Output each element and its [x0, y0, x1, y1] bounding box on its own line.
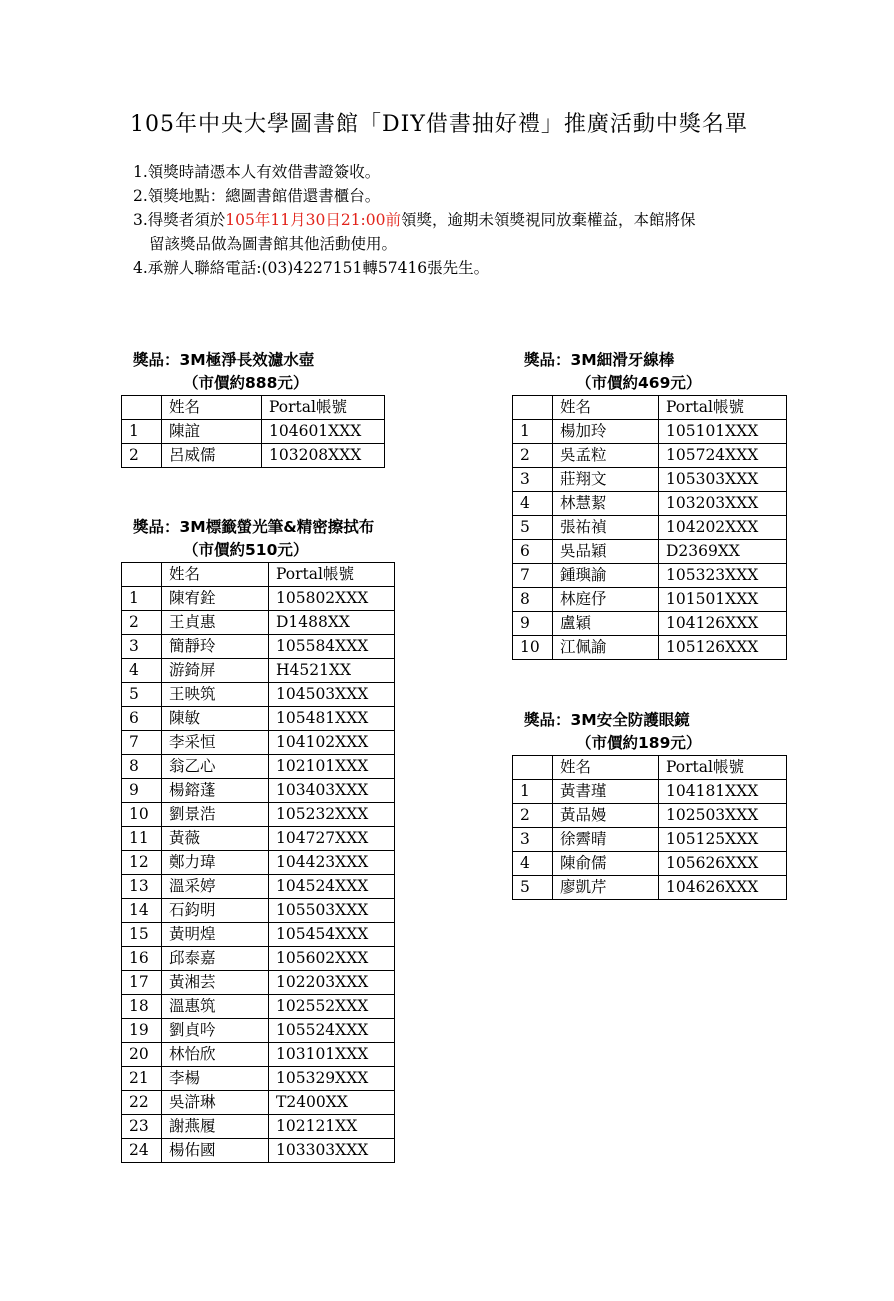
winner-name-cell: 謝燕履: [162, 1115, 269, 1139]
portal-account-cell: 104601XXX: [262, 420, 385, 444]
portal-account-cell: 105503XXX: [269, 899, 395, 923]
row-number-cell: 8: [122, 755, 162, 779]
portal-account-cell: 105626XXX: [659, 852, 787, 876]
winner-name-cell: 石鈞明: [162, 899, 269, 923]
row-number-cell: 4: [513, 852, 553, 876]
winner-name-cell: 簡靜玲: [162, 635, 269, 659]
row-number-cell: 8: [513, 588, 553, 612]
header-number-cell: [122, 396, 162, 420]
portal-account-cell: 102203XXX: [269, 971, 395, 995]
row-number-cell: 1: [513, 780, 553, 804]
winner-name-cell: 黃品嫚: [553, 804, 659, 828]
table-row: [513, 852, 787, 876]
winner-table: [121, 395, 385, 468]
prize-heading: [121, 349, 385, 395]
table-row: [122, 1091, 395, 1115]
note-3-text-start: 3.得獎者須於: [133, 211, 226, 229]
winner-name-cell: 莊翔文: [553, 468, 659, 492]
winner-name-cell: 吳滸琳: [162, 1091, 269, 1115]
prize-price: （市價約510元）: [183, 541, 309, 559]
portal-account-cell: D2369XX: [659, 540, 787, 564]
portal-account-cell: 102121XX: [269, 1115, 395, 1139]
table-row: [513, 636, 787, 660]
header-account-cell: Portal帳號: [269, 563, 395, 587]
table-row: [513, 420, 787, 444]
table-row: [122, 827, 395, 851]
header-account-cell: Portal帳號: [659, 396, 787, 420]
header-name-cell: 姓名: [553, 396, 659, 420]
header-name-cell: 姓名: [162, 563, 269, 587]
prize-title: 獎品：3M細滑牙線棒: [524, 351, 675, 369]
winner-name-cell: 呂威儒: [162, 444, 262, 468]
winner-name-cell: 劉貞吟: [162, 1019, 269, 1043]
winner-name-cell: 黃薇: [162, 827, 269, 851]
prize-section-water-pitcher: [121, 349, 385, 468]
winner-name-cell: 林怡欣: [162, 1043, 269, 1067]
portal-account-cell: 103101XXX: [269, 1043, 395, 1067]
row-number-cell: 18: [122, 995, 162, 1019]
row-number-cell: 21: [122, 1067, 162, 1091]
row-number-cell: 7: [513, 564, 553, 588]
winner-name-cell: 溫采婷: [162, 875, 269, 899]
winner-name-cell: 陳誼: [162, 420, 262, 444]
winner-name-cell: 楊加玲: [553, 420, 659, 444]
winner-name-cell: 游錡屏: [162, 659, 269, 683]
row-number-cell: 9: [122, 779, 162, 803]
table-row: [513, 612, 787, 636]
row-number-cell: 5: [513, 516, 553, 540]
note-3-text-end: 領獎，逾期未領獎視同放棄權益，本館將保: [401, 211, 696, 229]
table-row: [122, 779, 395, 803]
prize-section-highlighter: [121, 516, 395, 1163]
row-number-cell: 6: [122, 707, 162, 731]
table-row: [513, 876, 787, 900]
table-row: [122, 1043, 395, 1067]
table-row: [122, 923, 395, 947]
prize-price: （市價約888元）: [183, 374, 309, 392]
winner-name-cell: 邱泰嘉: [162, 947, 269, 971]
prize-heading: [512, 709, 787, 755]
prize-price: （市價約469元）: [576, 374, 702, 392]
row-number-cell: 13: [122, 875, 162, 899]
portal-account-cell: 104181XXX: [659, 780, 787, 804]
portal-account-cell: 105802XXX: [269, 587, 395, 611]
winner-name-cell: 吳品穎: [553, 540, 659, 564]
table-row: [122, 1139, 395, 1163]
winner-name-cell: 李采恒: [162, 731, 269, 755]
table-row: [513, 444, 787, 468]
portal-account-cell: 103403XXX: [269, 779, 395, 803]
portal-account-cell: 104503XXX: [269, 683, 395, 707]
prize-title: 獎品：3M標籤螢光筆&精密擦拭布: [133, 518, 375, 536]
winner-name-cell: 林庭伃: [553, 588, 659, 612]
portal-account-cell: 105454XXX: [269, 923, 395, 947]
portal-account-cell: 103303XXX: [269, 1139, 395, 1163]
winner-name-cell: 黃湘芸: [162, 971, 269, 995]
note-item-2: 2.領獎地點：總圖書館借還書櫃台。: [133, 187, 381, 205]
row-number-cell: 23: [122, 1115, 162, 1139]
row-number-cell: 22: [122, 1091, 162, 1115]
portal-account-cell: 103208XXX: [262, 444, 385, 468]
row-number-cell: 10: [513, 636, 553, 660]
row-number-cell: 5: [122, 683, 162, 707]
winner-name-cell: 徐霽晴: [553, 828, 659, 852]
table-header-row: [122, 396, 385, 420]
winner-name-cell: 林慧絜: [553, 492, 659, 516]
table-row: [122, 875, 395, 899]
table-row: [122, 1115, 395, 1139]
winner-name-cell: 盧穎: [553, 612, 659, 636]
prize-title: 獎品：3M安全防護眼鏡: [524, 711, 690, 729]
table-header-row: [122, 563, 395, 587]
row-number-cell: 3: [513, 468, 553, 492]
portal-account-cell: 102552XXX: [269, 995, 395, 1019]
portal-account-cell: 101501XXX: [659, 588, 787, 612]
row-number-cell: 19: [122, 1019, 162, 1043]
table-row: [122, 659, 395, 683]
winner-name-cell: 鄭力瑋: [162, 851, 269, 875]
prize-section-floss-picks: [512, 349, 787, 660]
prize-heading: [121, 516, 395, 562]
table-row: [513, 540, 787, 564]
table-row: [122, 444, 385, 468]
row-number-cell: 5: [513, 876, 553, 900]
header-name-cell: 姓名: [553, 756, 659, 780]
table-row: [122, 683, 395, 707]
winner-name-cell: 江佩諭: [553, 636, 659, 660]
row-number-cell: 3: [122, 635, 162, 659]
table-row: [122, 587, 395, 611]
portal-account-cell: 105724XXX: [659, 444, 787, 468]
row-number-cell: 14: [122, 899, 162, 923]
portal-account-cell: 104727XXX: [269, 827, 395, 851]
row-number-cell: 4: [122, 659, 162, 683]
row-number-cell: 2: [513, 444, 553, 468]
table-row: [513, 564, 787, 588]
portal-account-cell: 103203XXX: [659, 492, 787, 516]
row-number-cell: 3: [513, 828, 553, 852]
winner-table: [512, 395, 787, 660]
winner-name-cell: 黃書瑾: [553, 780, 659, 804]
winner-name-cell: 鍾璵諭: [553, 564, 659, 588]
winner-name-cell: 陳宥銓: [162, 587, 269, 611]
portal-account-cell: 105126XXX: [659, 636, 787, 660]
portal-account-cell: D1488XX: [269, 611, 395, 635]
table-row: [122, 707, 395, 731]
row-number-cell: 2: [122, 444, 162, 468]
winner-table: [121, 562, 395, 1163]
header-number-cell: [513, 756, 553, 780]
winner-name-cell: 翁乙心: [162, 755, 269, 779]
winner-name-cell: 李楊: [162, 1067, 269, 1091]
portal-account-cell: T2400XX: [269, 1091, 395, 1115]
table-header-row: [513, 756, 787, 780]
table-row: [122, 899, 395, 923]
note-item-3: [133, 208, 696, 232]
table-row: [122, 731, 395, 755]
note-item-3-continued: 留該獎品做為圖書館其他活動使用。: [149, 235, 398, 253]
table-header-row: [513, 396, 787, 420]
winner-table: [512, 755, 787, 900]
row-number-cell: 9: [513, 612, 553, 636]
row-number-cell: 10: [122, 803, 162, 827]
table-row: [122, 947, 395, 971]
table-row: [122, 755, 395, 779]
row-number-cell: 1: [513, 420, 553, 444]
table-row: [513, 828, 787, 852]
winner-name-cell: 黃明煌: [162, 923, 269, 947]
row-number-cell: 17: [122, 971, 162, 995]
prize-heading: [512, 349, 787, 395]
row-number-cell: 16: [122, 947, 162, 971]
winner-name-cell: 王映筑: [162, 683, 269, 707]
table-row: [513, 468, 787, 492]
portal-account-cell: 104102XXX: [269, 731, 395, 755]
portal-account-cell: 102101XXX: [269, 755, 395, 779]
portal-account-cell: 102503XXX: [659, 804, 787, 828]
table-row: [122, 995, 395, 1019]
portal-account-cell: 104202XXX: [659, 516, 787, 540]
portal-account-cell: 105101XXX: [659, 420, 787, 444]
header-account-cell: Portal帳號: [659, 756, 787, 780]
portal-account-cell: 105524XXX: [269, 1019, 395, 1043]
table-row: [122, 1019, 395, 1043]
table-row: [122, 420, 385, 444]
winner-name-cell: 劉景浩: [162, 803, 269, 827]
row-number-cell: 24: [122, 1139, 162, 1163]
prize-title: 獎品：3M極淨長效濾水壺: [133, 351, 315, 369]
portal-account-cell: 105303XXX: [659, 468, 787, 492]
table-row: [122, 803, 395, 827]
table-row: [122, 851, 395, 875]
winner-name-cell: 吳孟粒: [553, 444, 659, 468]
page-title: 105年中央大學圖書館「DIY借書抽好禮」推廣活動中獎名單: [130, 112, 748, 137]
portal-account-cell: H4521XX: [269, 659, 395, 683]
winner-name-cell: 溫惠筑: [162, 995, 269, 1019]
row-number-cell: 2: [122, 611, 162, 635]
row-number-cell: 1: [122, 587, 162, 611]
row-number-cell: 20: [122, 1043, 162, 1067]
row-number-cell: 12: [122, 851, 162, 875]
winner-name-cell: 張祐禎: [553, 516, 659, 540]
portal-account-cell: 105232XXX: [269, 803, 395, 827]
row-number-cell: 11: [122, 827, 162, 851]
table-row: [513, 780, 787, 804]
note-item-4: 4.承辦人聯絡電話:(03)4227151轉57416張先生。: [133, 259, 490, 277]
row-number-cell: 1: [122, 420, 162, 444]
notes-list: [133, 160, 696, 280]
table-row: [122, 1067, 395, 1091]
winner-name-cell: 楊佑國: [162, 1139, 269, 1163]
row-number-cell: 7: [122, 731, 162, 755]
row-number-cell: 15: [122, 923, 162, 947]
header-number-cell: [513, 396, 553, 420]
note-item-1: 1.領獎時請憑本人有效借書證簽收。: [133, 163, 381, 181]
portal-account-cell: 105125XXX: [659, 828, 787, 852]
table-row: [513, 492, 787, 516]
table-row: [513, 588, 787, 612]
portal-account-cell: 105481XXX: [269, 707, 395, 731]
winner-name-cell: 王貞惠: [162, 611, 269, 635]
table-row: [513, 804, 787, 828]
header-number-cell: [122, 563, 162, 587]
portal-account-cell: 104126XXX: [659, 612, 787, 636]
portal-account-cell: 104524XXX: [269, 875, 395, 899]
portal-account-cell: 105584XXX: [269, 635, 395, 659]
prize-section-safety-glasses: [512, 709, 787, 900]
portal-account-cell: 104626XXX: [659, 876, 787, 900]
table-row: [122, 971, 395, 995]
winner-name-cell: 陳俞儒: [553, 852, 659, 876]
row-number-cell: 2: [513, 804, 553, 828]
table-row: [122, 611, 395, 635]
winner-name-cell: 楊鎔蓬: [162, 779, 269, 803]
winner-name-cell: 陳敏: [162, 707, 269, 731]
portal-account-cell: 105323XXX: [659, 564, 787, 588]
table-row: [122, 635, 395, 659]
portal-account-cell: 105602XXX: [269, 947, 395, 971]
portal-account-cell: 105329XXX: [269, 1067, 395, 1091]
winner-name-cell: 廖凱芹: [553, 876, 659, 900]
table-row: [513, 516, 787, 540]
deadline-text: 105年11月30日21:00前: [225, 211, 401, 229]
portal-account-cell: 104423XXX: [269, 851, 395, 875]
header-account-cell: Portal帳號: [262, 396, 385, 420]
row-number-cell: 6: [513, 540, 553, 564]
row-number-cell: 4: [513, 492, 553, 516]
header-name-cell: 姓名: [162, 396, 262, 420]
prize-price: （市價約189元）: [576, 734, 702, 752]
